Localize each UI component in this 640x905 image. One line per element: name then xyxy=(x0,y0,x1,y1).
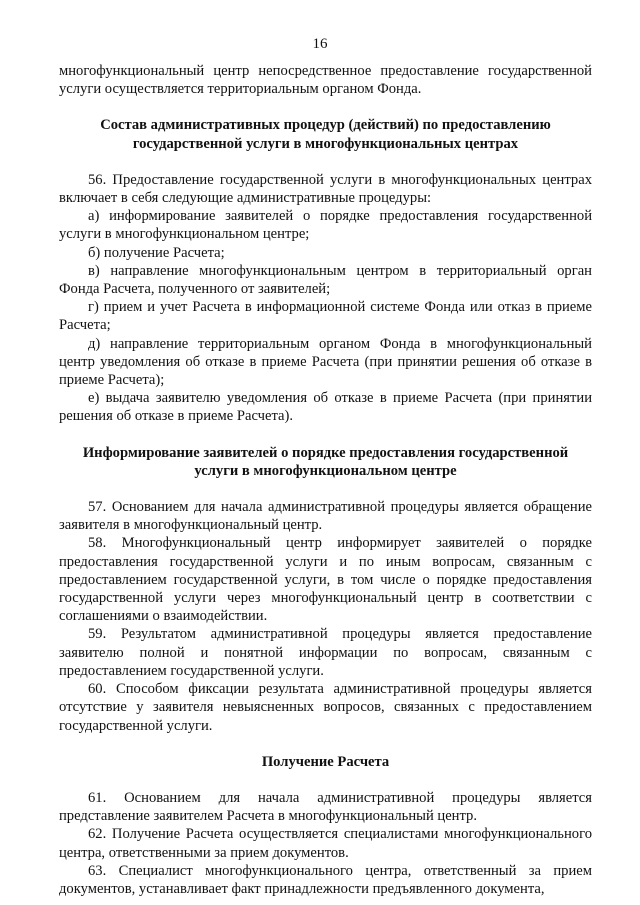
page-number: 16 xyxy=(312,36,328,52)
section-heading-receipt: Получение Расчета xyxy=(261,753,390,770)
paragraph-59: 59. Результатом административной процедуры является предоставление заявителю полной и понятной информации по вопросам, связанным с предоставлением государственной услуги. xyxy=(59,626,592,679)
list-item-d: д) направление территориальным органом Фонда в многофункциональный центр уведомления об отказе в приеме Расчета (при принятии решения об отказе в приеме Расчета); xyxy=(59,335,592,389)
list-item-b: б) получение Расчета; xyxy=(88,244,225,261)
paragraph-62: 62. Получение Расчета осуществляется специалистами многофункционального центра, ответственными за прием документов. xyxy=(59,826,592,861)
paragraph-63: 63. Специалист многофункционального центра, ответственный за прием документов, устанавливает факт принадлежности предъявленного документа, xyxy=(59,862,592,897)
paragraph-58: 58. Многофункциональный центр информирует заявителей о порядке предоставления государственной услуги и по иным вопросам, связанным с предоставлением государственной услуги, в том числе о порядке предоставления государственной услуги через многофункциональный центр в соответствии с соглашениями о взаимодействии. xyxy=(59,535,592,625)
paragraph-61: 61. Основанием для начала административной процедуры является представление заявителем Расчета в многофункциональный центр. xyxy=(59,789,592,825)
paragraph-60: 60. Способом фиксации результата административной процедуры является отсутствие у заявителя невыясненных вопросов, связанных с предоставлением государственной услуги. xyxy=(59,681,592,734)
intro-paragraph: многофункциональный центр непосредственное предоставление государственной услуги осуществляется территориальным органом Фонда. xyxy=(59,63,592,98)
section-heading-informing: Информирование заявителей о порядке предоставления государственной услуги в многофункциональном центре xyxy=(82,444,569,479)
list-item-v: в) направление многофункциональным центром в территориальный орган Фонда Расчета, полученного от заявителей; xyxy=(59,262,592,298)
paragraph-56: 56. Предоставление государственной услуги в многофункциональных центрах включает в себя следующие административные процедуры: xyxy=(59,171,592,207)
list-item-a: а) информирование заявителей о порядке предоставления государственной услуги в многофункциональном центре; xyxy=(59,208,592,243)
document-body xyxy=(59,62,592,898)
list-item-g: г) прием и учет Расчета в информационной системе Фонда или отказ в приеме Расчета; xyxy=(59,299,592,334)
list-item-e: е) выдача заявителю уведомления об отказе в приеме Расчета (при принятии решения об отказе в приеме Расчета). xyxy=(59,390,592,425)
section-heading-procedures: Состав административных процедур (действий) по предоставлению государственной услуги в многофункциональных центрах xyxy=(100,117,551,152)
paragraph-57: 57. Основанием для начала административной процедуры является обращение заявителя в многофункциональный центр. xyxy=(59,499,592,534)
